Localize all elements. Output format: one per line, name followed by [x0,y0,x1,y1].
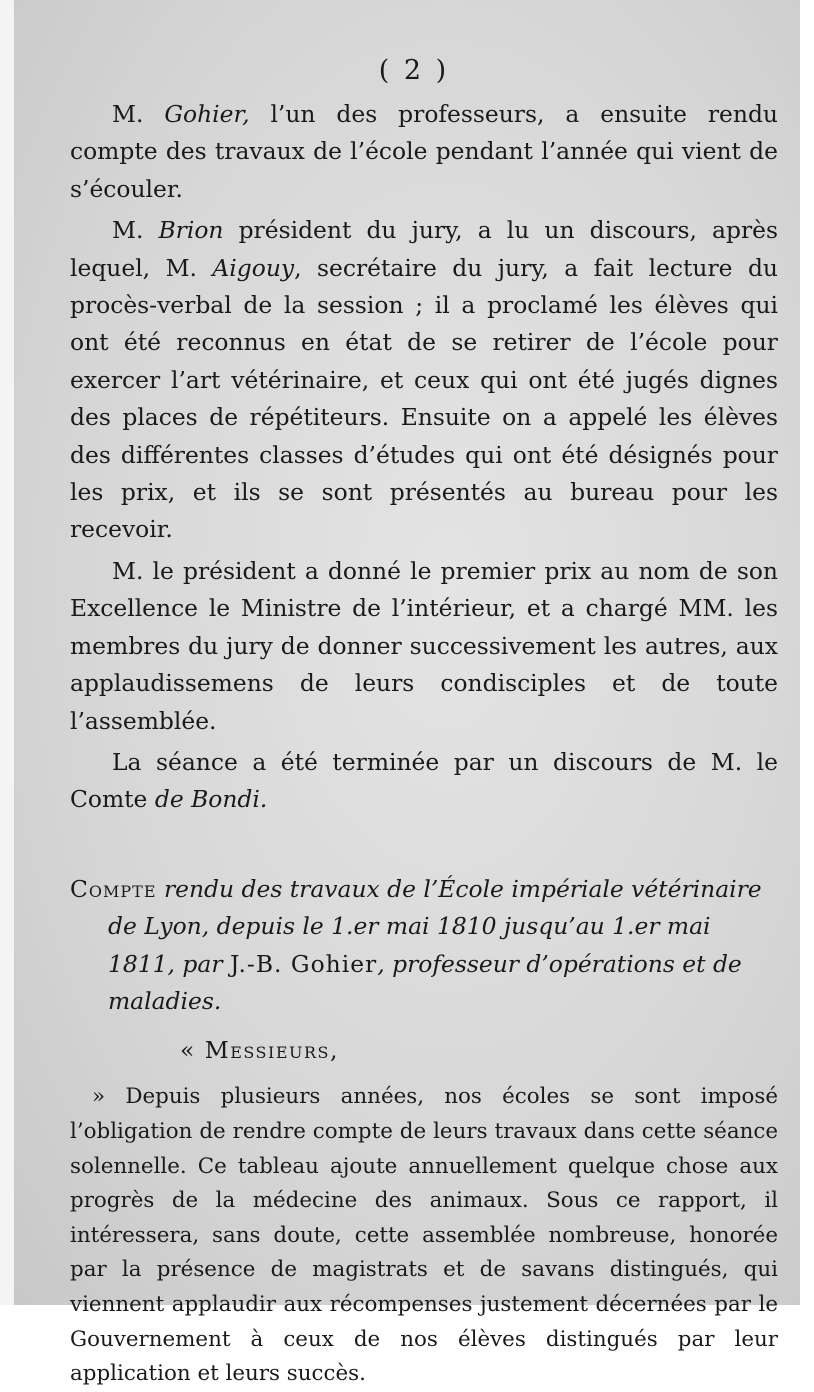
person-name: Gohier, [164,100,250,128]
text-run: président du jury, a lu un discours, après lequel, M. [70,216,778,282]
page-number: ( 2 ) [378,55,450,86]
text-run: M. [112,100,165,128]
report-title: rendu des travaux de l’École impériale vétérinaire de Lyon, depuis le 1.er mai 1810 jusqu’au 1.er mai 1811, par [108,874,762,978]
text-run: M. [112,216,159,245]
paragraph-prizes [70,553,778,740]
report-heading [70,871,778,1021]
paragraph-jury-session [70,212,778,549]
person-name: Brion [158,216,224,245]
text-run: l’un des professeurs, a ensuite rendu compte des travaux de l’école pendant l’année qui vient de s’écouler. [70,100,778,203]
text-run: , secrétaire du jury, a fait lecture du procès-verbal de la session ; il a proclamé les élèves qui ont été reconnus en état de se retirer de l’école pour exercer l’art vétérinaire, et ceux qui ont été jugés dignes des places de répétiteurs. Ensuite on a appelé les élèves des différentes classes d’études qui ont été désignés pour les prix, et ils se sont présentés au bureau pour les recevoir. [70,253,778,544]
paragraph-closing [70,744,778,819]
salutation: « Messieurs, [180,1036,339,1065]
text-run: M. le président a donné le premier prix au nom de son Excellence le Ministre de l’intérieur, et a chargé MM. les membres du jury de donner successivement les autres, aux applaudissemens de leurs condisciples et de toute l’assemblée. [70,556,778,735]
page-content [70,96,778,1392]
person-name: de Bondi. [154,785,268,814]
person-name: Aigouy [212,253,295,282]
paragraph-gohier-report [70,96,778,208]
report-author: J.-B. Gohier [229,949,378,978]
text-run: La séance a été terminée par un discours de M. le Comte [70,747,778,814]
report-tail: , professeur d’opérations et de maladies. [108,949,742,1015]
report-lead: Compte [70,874,157,903]
speech-paragraph: » Depuis plusieurs années, nos écoles se sont imposé l’obligation de rendre compte de leurs travaux dans cette séance solennelle. Ce tableau ajoute annuellement quelque chose aux progrès de la médecine des animaux. Sous ce rapport, il intéressera, sans doute, cette assemblée nombreuse, honorée par la présence de magistrats et de savans distingués, qui viennent applaudir aux récompenses justement décernées par le Gouvernement à ceux de nos élèves distingués par leur application et leurs succès. [70,1084,778,1387]
